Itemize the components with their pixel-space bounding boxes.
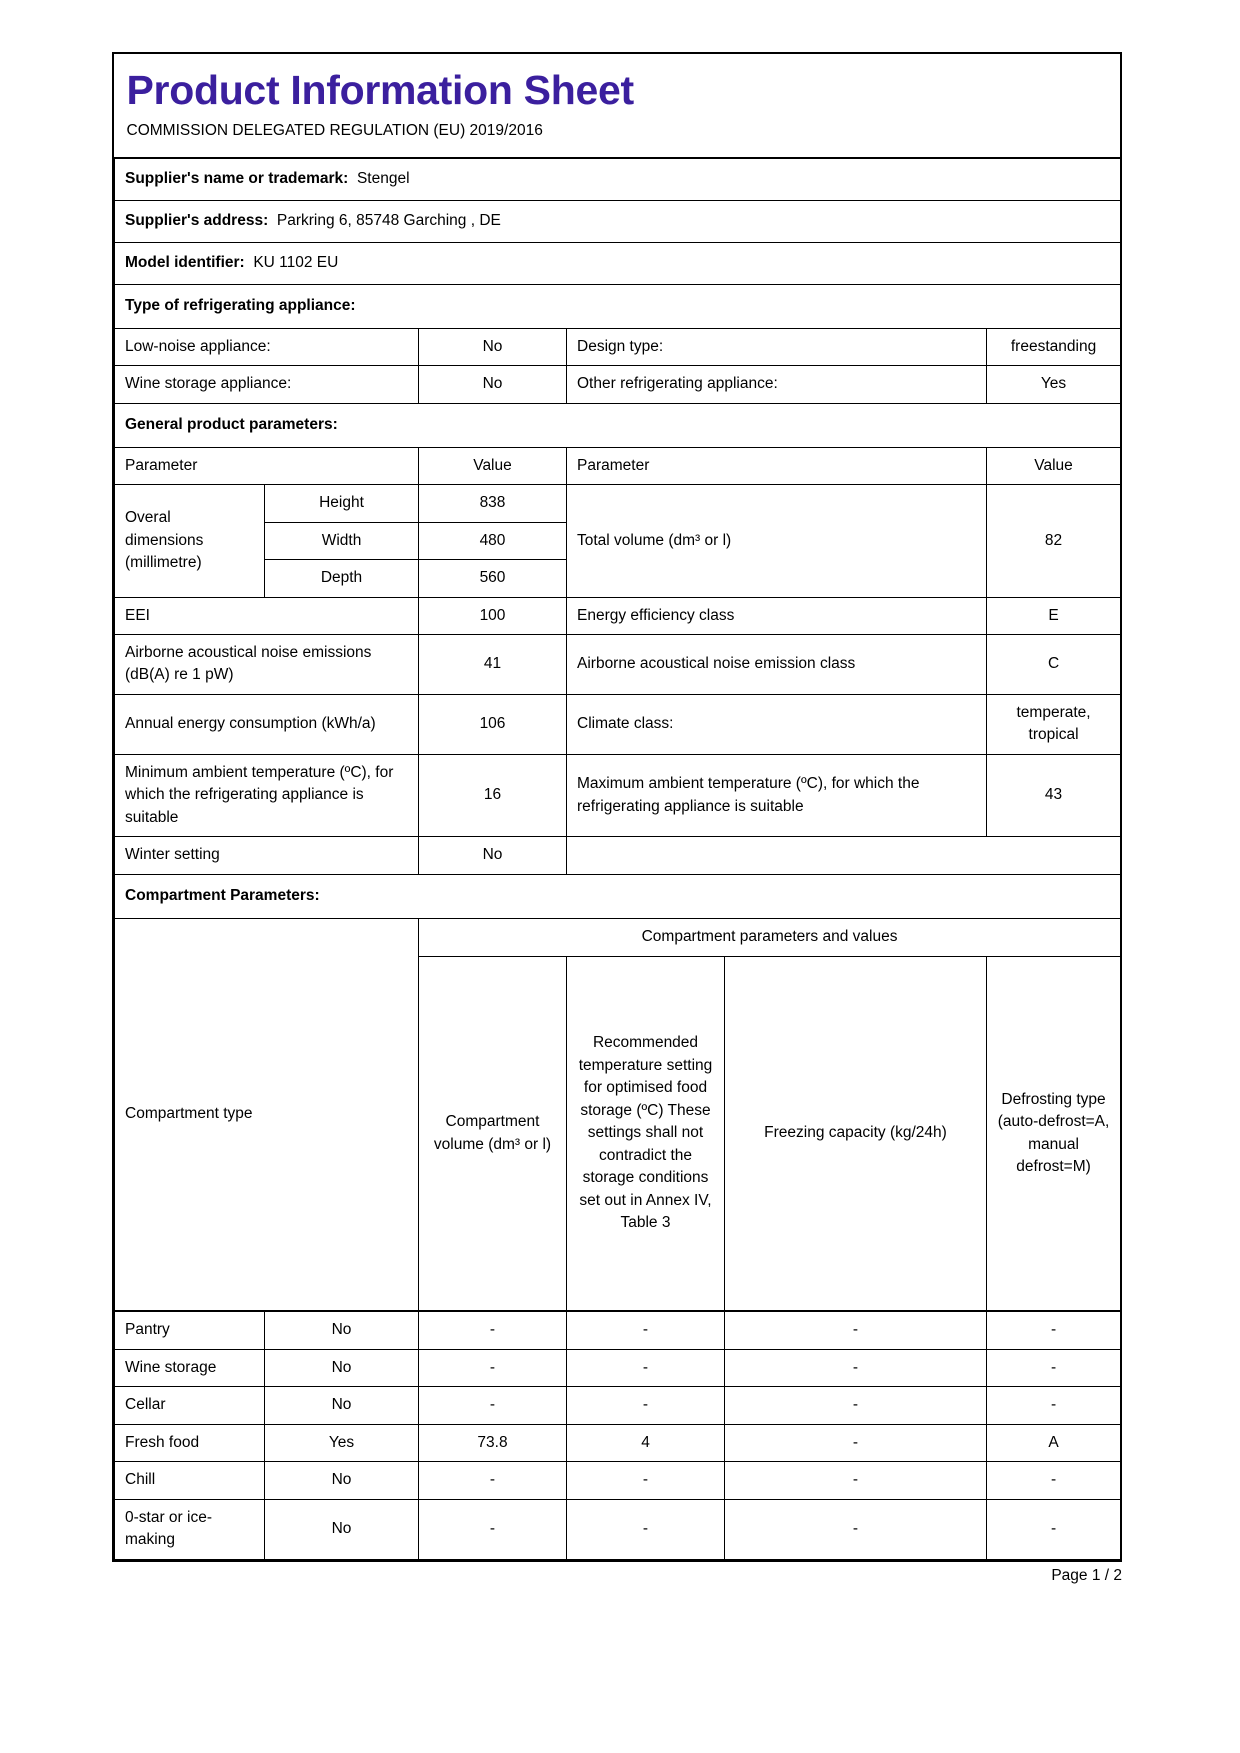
dimensions-height-row [115,485,1121,522]
supplier-name-row [115,158,1121,200]
compartment-type-pantry: Pantry [115,1311,265,1349]
min-ambient-temperature-value: 16 [419,754,567,836]
eei-label: EEI [115,597,419,634]
low-noise-label: Low-noise appliance: [115,328,419,365]
header-value-left: Value [419,447,567,484]
supplier-name-label: Supplier's name or trademark: [125,170,349,188]
climate-class-value: temperate, tropical [987,694,1121,754]
compartment-freezing-wine-storage: - [725,1349,987,1386]
compartment-group-header-row [115,918,1121,956]
compartment-type-zero-star: 0-star or ice-making [115,1499,265,1559]
dimension-name-height: Height [265,485,419,522]
page-footer: Page 1 / 2 [1051,1566,1122,1584]
max-ambient-temperature-label: Maximum ambient temperature (ºC), for which the refrigerating appliance is suitable [567,754,987,836]
regulation-subtitle: COMMISSION DELEGATED REGULATION (EU) 2019/2016 [126,122,543,140]
supplier-name-value: Stengel [356,170,410,188]
wine-storage-appliance-row [115,366,1121,403]
low-noise-row [115,328,1121,365]
compartment-defrosting-pantry: - [987,1311,1121,1349]
compartment-volume-pantry: - [419,1311,567,1349]
compartment-defrosting-chill: - [987,1462,1121,1499]
min-ambient-temperature-label: Minimum ambient temperature (ºC), for which the refrigerating appliance is suitable [115,754,419,836]
compartment-temperature-pantry: - [567,1311,725,1349]
compartment-temperature-wine-storage: - [567,1349,725,1386]
model-identifier-label: Model identifier: [125,254,245,271]
noise-emissions-label: Airborne acoustical noise emissions (dB(A) re 1 pW) [115,635,419,695]
winter-setting-value: No [419,837,567,874]
title-row [115,54,1121,158]
max-ambient-temperature-value: 43 [987,754,1121,836]
header-parameter-left: Parameter [115,447,419,484]
climate-class-label: Climate class: [567,694,987,754]
dimensions-label-line2: dimensions [125,531,204,549]
compartment-defrosting-fresh-food: A [987,1424,1121,1461]
header-value-right: Value [987,447,1121,484]
winter-setting-label: Winter setting [115,837,419,874]
compartment-freezing-pantry: - [725,1311,987,1349]
noise-emission-class-value: C [987,635,1121,695]
compartment-volume-zero-star: - [419,1499,567,1559]
compartment-freezing-zero-star: - [725,1499,987,1559]
supplier-address-cell [115,200,1121,242]
appliance-type-section-row [115,284,1121,328]
compartment-temperature-fresh-food: 4 [567,1424,725,1461]
dimensions-label-line3: (millimetre) [125,554,202,572]
compartment-group-header: Compartment parameters and values [419,918,1121,956]
annual-energy-consumption-value: 106 [419,694,567,754]
dimension-value-depth: 560 [419,560,567,597]
dimension-name-width: Width [265,522,419,559]
product-information-sheet [112,52,1122,1562]
compartment-defrosting-cellar: - [987,1387,1121,1424]
dimensions-label-line1: Overal [125,509,171,527]
design-type-label: Design type: [567,328,987,365]
energy-efficiency-class-label: Energy efficiency class [567,597,987,634]
model-identifier-row [115,242,1121,284]
compartment-volume-chill: - [419,1462,567,1499]
total-volume-value: 82 [987,485,1121,597]
compartment-freezing-capacity-header: Freezing capacity (kg/24h) [725,956,987,1311]
dimension-value-width: 480 [419,522,567,559]
eei-value: 100 [419,597,567,634]
general-parameters-section-label: General product parameters: [115,403,1121,447]
compartment-present-wine-storage: No [265,1349,419,1386]
noise-emission-class-label: Airborne acoustical noise emission class [567,635,987,695]
compartment-present-pantry: No [265,1311,419,1349]
annual-energy-consumption-row [115,694,1121,754]
total-volume-label: Total volume (dm³ or l) [567,485,987,597]
annual-energy-consumption-label: Annual energy consumption (kWh/a) [115,694,419,754]
table-row [115,1424,1121,1461]
table-row [115,1462,1121,1499]
compartment-temperature-cellar: - [567,1387,725,1424]
table-row [115,1387,1121,1424]
compartment-defrosting-type-header: Defrosting type (auto-defrost=A, manual defrost=M) [987,956,1121,1311]
appliance-type-section-label: Type of refrigerating appliance: [115,284,1121,328]
compartment-volume-cellar: - [419,1387,567,1424]
compartment-type-chill: Chill [115,1462,265,1499]
compartment-parameters-section-label: Compartment Parameters: [115,874,1121,918]
compartment-type-header: Compartment type [115,918,419,1311]
other-refrigerating-appliance-value: Yes [987,366,1121,403]
general-parameters-section-row [115,403,1121,447]
dimension-name-depth: Depth [265,560,419,597]
winter-setting-empty-cell [567,837,1121,874]
header-parameter-right: Parameter [567,447,987,484]
compartment-type-wine-storage: Wine storage [115,1349,265,1386]
general-parameters-header-row [115,447,1121,484]
compartment-temperature-zero-star: - [567,1499,725,1559]
supplier-name-cell [115,158,1121,200]
noise-emissions-value: 41 [419,635,567,695]
supplier-address-value: Parkring 6, 85748 Garching , DE [276,212,501,229]
compartment-defrosting-wine-storage: - [987,1349,1121,1386]
wine-storage-appliance-value: No [419,366,567,403]
table-row [115,1349,1121,1386]
model-identifier-value: KU 1102 EU [253,254,339,271]
design-type-value: freestanding [987,328,1121,365]
page-title: Product Information Sheet [126,67,634,113]
wine-storage-appliance-label: Wine storage appliance: [115,366,419,403]
winter-setting-row [115,837,1121,874]
table-row [115,1311,1121,1349]
compartment-present-zero-star: No [265,1499,419,1559]
compartment-present-cellar: No [265,1387,419,1424]
dimension-value-height: 838 [419,485,567,522]
compartment-freezing-fresh-food: - [725,1424,987,1461]
supplier-address-row [115,200,1121,242]
compartment-temperature-chill: - [567,1462,725,1499]
compartment-volume-fresh-food: 73.8 [419,1424,567,1461]
dimensions-label [115,485,265,597]
compartment-type-cellar: Cellar [115,1387,265,1424]
compartment-volume-header: Compartment volume (dm³ or l) [419,956,567,1311]
eei-row [115,597,1121,634]
compartment-parameters-section-row [115,874,1121,918]
low-noise-value: No [419,328,567,365]
table-row [115,1499,1121,1559]
model-identifier-cell [115,242,1121,284]
title-cell [115,54,1121,158]
noise-emissions-row [115,635,1121,695]
compartment-type-fresh-food: Fresh food [115,1424,265,1461]
compartment-defrosting-zero-star: - [987,1499,1121,1559]
main-table [114,54,1121,1560]
supplier-address-label: Supplier's address: [125,212,269,229]
compartment-present-chill: No [265,1462,419,1499]
compartment-freezing-cellar: - [725,1387,987,1424]
compartment-present-fresh-food: Yes [265,1424,419,1461]
ambient-temperature-row [115,754,1121,836]
compartment-freezing-chill: - [725,1462,987,1499]
compartment-temperature-header: Recommended temperature setting for optimised food storage (ºC) These settings shall not contradict the storage conditions set out in Annex IV, Table 3 [567,956,725,1311]
other-refrigerating-appliance-label: Other refrigerating appliance: [567,366,987,403]
compartment-volume-wine-storage: - [419,1349,567,1386]
energy-efficiency-class-value: E [987,597,1121,634]
